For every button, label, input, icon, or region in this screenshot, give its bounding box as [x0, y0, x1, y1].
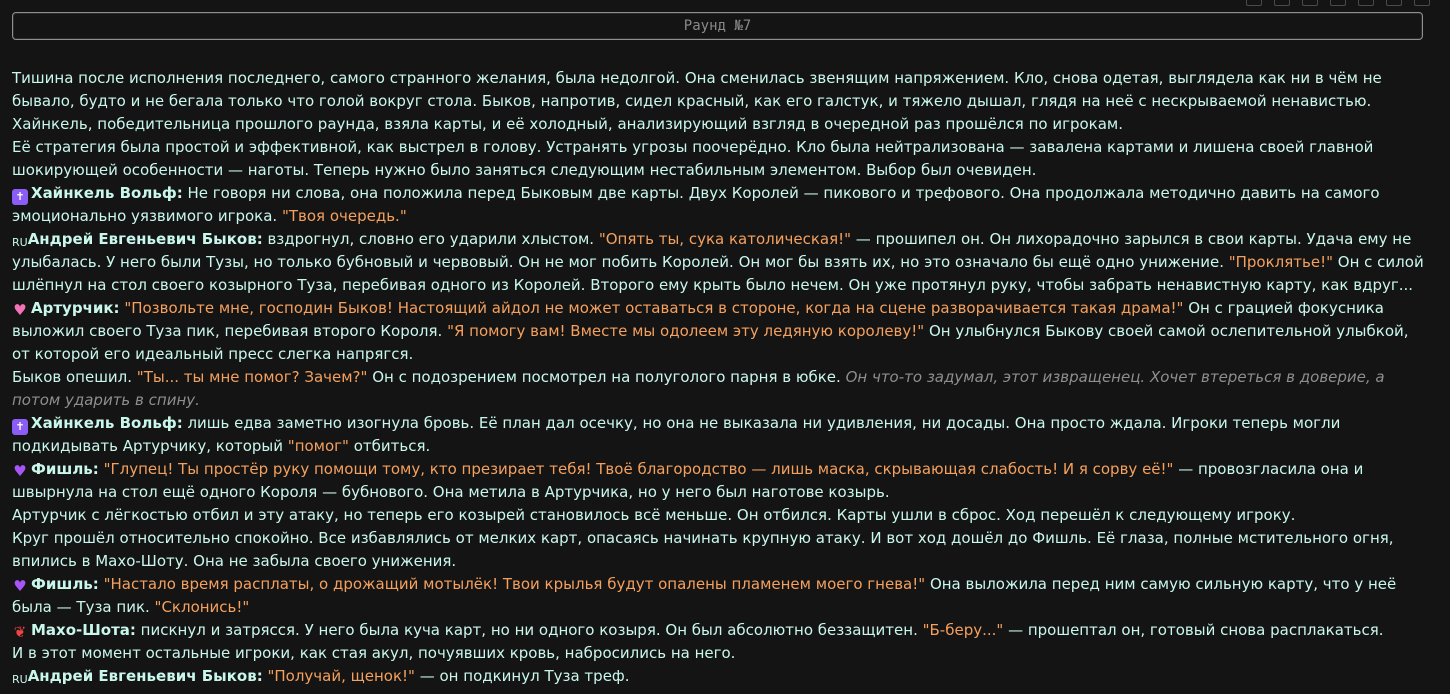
quote: "Опять ты, сука католическая!": [598, 230, 852, 248]
quote: "Б-беру...": [922, 621, 1004, 639]
sparkling-heart-icon: [12, 302, 28, 318]
speaker-name: Артурчик:: [31, 299, 120, 317]
narration: пискнул и затрясся. У него была куча карт, но ни одного козыря. Он был абсолютно беззащитен.: [135, 621, 923, 639]
story-paragraph: Тишина после исполнения последнего, самого странного желания, была недолгой. Она сменилась звенящим напряжением. Кло, снова одетая, выглядела как ни в чём не бывало, будто и не бегала только что голой вокруг стола. Быков, напротив, сидел красный, как его галстук, и тяжело дышал, глядя на неё с нескрываемой ненавистью. Хайнкель, победительница прошлого раунда, взяла карты, и её холодный, анализирующий взгляд в очередной раз прошёлся по игрокам.: [12, 69, 1382, 133]
toolbar-icon[interactable]: [1386, 0, 1402, 6]
narration: лишь едва заметно изогнула бровь. Её план дал осечку, но она не выказала ни удивления, ни досады. Она просто ждала. Игроки теперь могли подкидывать Артурчику, который: [12, 414, 1341, 455]
toolbar-icon[interactable]: [1246, 0, 1262, 6]
flag-ru-icon: RU: [12, 236, 28, 249]
quote: "Получай, щенок!": [267, 667, 415, 685]
quote: "Ты... ты мне помог? Зачем?": [136, 368, 368, 386]
speaker-name: Хайнкель Вольф:: [31, 414, 183, 432]
narration: — он подкинул Туза треф.: [414, 667, 630, 685]
dialogue-line: [12, 458, 1424, 504]
narration: Быков опешил.: [12, 368, 137, 386]
purple-heart-icon: [12, 463, 28, 479]
speaker-name: Фишль:: [31, 460, 99, 478]
latin-cross-icon: [12, 189, 28, 205]
quote: "помог": [287, 437, 349, 455]
quote: "Проклятье!": [1228, 253, 1334, 271]
quote: "Склонись!": [154, 598, 250, 616]
narration: — прошипел он. Он лихорадочно зарылся в свои карты. Удача ему не улыбалась. У него были Тузы, но только бубновый и червовый. Он не мог побить Королей. Он мог бы взять их, но это означало бы ещё одно унижение.: [12, 230, 1412, 271]
round-header: [12, 12, 1423, 40]
narration: — прошептал он, готовый снова расплакаться.: [1003, 621, 1384, 639]
top-toolbar-strip: [0, 0, 1450, 6]
quote: "Настало время расплаты, о дрожащий мотылёк! Твои крылья будут опалены пламенем моего гнева!": [103, 575, 926, 593]
toolbar-icon[interactable]: [1330, 0, 1346, 6]
speaker-name: Андрей Евгеньевич Быков:: [27, 667, 263, 685]
dialogue-line: [12, 665, 1424, 688]
quote: "Позвольте мне, господин Быков! Настоящий айдол не может оставаться в стороне, когда на сцене разворачивается такая драма!": [124, 299, 1184, 317]
story-paragraph: И в этот момент остальные игроки, как стая акул, почуявших кровь, набросились на него.: [12, 644, 736, 662]
dialogue-line: [12, 573, 1424, 619]
dialogue-line: [12, 412, 1424, 458]
purple-heart-icon: [12, 578, 28, 594]
speaker-name: Махо-Шота:: [31, 621, 136, 639]
narration: Он с подозрением посмотрел на полуголого парня в юбке.: [367, 368, 846, 386]
toolbar-icon[interactable]: [1302, 0, 1318, 6]
narration: Он с грацией фокусника выложил своего Туза пик, перебивая второго Короля.: [12, 299, 1384, 340]
story-paragraph: Круг прошёл относительно спокойно. Все избавлялись от мелких карт, опасаясь начинать крупную атаку. И вот ход дошёл до Фишль. Её глаза, полные мстительного огня, впились в Махо-Шоту. Она не забыла своего унижения.: [12, 529, 1394, 570]
dialogue-line: [12, 182, 1424, 228]
quote: "Я помогу вам! Вместе мы одолеем эту ледяную королеву!": [447, 322, 925, 340]
story-paragraph: Артурчик с лёгкостью отбил и эту атаку, но теперь его козырей становилось всё меньше. Он отбился. Карты ушли в сброс. Ход перешёл к следующему игроку.: [12, 506, 1296, 524]
dialogue-line: [12, 619, 1424, 642]
quote: "Глупец! Ты простёр руку помощи тому, кто презирает тебя! Твоё благородство — лишь маска, скрывающая слабость! И я сорву её!": [103, 460, 1174, 478]
narration: отбиться.: [348, 437, 431, 455]
dialogue-line: [12, 297, 1424, 366]
speaker-name: Фишль:: [31, 575, 99, 593]
round-title: Раунд №7: [683, 18, 752, 34]
narration: Он с силой шлёпнул на стол своего козырного Туза, перебивая одного из Королей. Второго ему крыть было нечем. Он уже протянул руку, чтобы забрать ненавистную карту, как вдруг...: [12, 253, 1424, 294]
toolbar-icon[interactable]: [1358, 0, 1374, 6]
speaker-name: Андрей Евгеньевич Быков:: [27, 230, 263, 248]
narration: вздрогнул, словно его ударили хлыстом.: [262, 230, 599, 248]
narration: Он улыбнулся Быкову своей самой ослепительной улыбкой, от которой его идеальный пресс слегка напрягся.: [12, 322, 1409, 363]
story-text: [12, 67, 1424, 688]
flag-ru-icon: RU: [12, 673, 28, 686]
quote: "Твоя очередь.": [281, 207, 407, 225]
toolbar-icons: [1246, 0, 1430, 6]
inner-thought: Он что-то задумал, этот извращенец. Хочет втереться в доверие, а потом ударить в спину.: [12, 368, 1385, 409]
dialogue-line: [12, 366, 1424, 412]
narration: — провозгласила она и швырнула на стол ещё одного Короля — бубнового. Она метила в Артурчика, но у него был наготове козырь.: [12, 460, 1364, 501]
toolbar-icon[interactable]: [1274, 0, 1290, 6]
dialogue-line: [12, 228, 1424, 297]
story-paragraph: Её стратегия была простой и эффективной, как выстрел в голову. Устранять угрозы поочерёдно. Кло была нейтрализована — завалена картами и лишена своей главной шокирующей особенности — наготы. Теперь нужно было заняться следующим нестабильным элементом. Выбор был очевиден.: [12, 138, 1374, 179]
narration: Не говоря ни слова, она положила перед Быковым две карты. Двух Королей — пикового и трефового. Она продолжала методично давить на самого эмоционально уязвимого игрока.: [12, 184, 1380, 225]
toolbar-icon[interactable]: [1414, 0, 1430, 6]
latin-cross-icon: [12, 419, 28, 435]
ribbon-icon: [12, 624, 28, 640]
speaker-name: Хайнкель Вольф:: [31, 184, 183, 202]
narration: Она выложила перед ним самую сильную карту, что у неё была — Туза пик.: [12, 575, 1397, 616]
